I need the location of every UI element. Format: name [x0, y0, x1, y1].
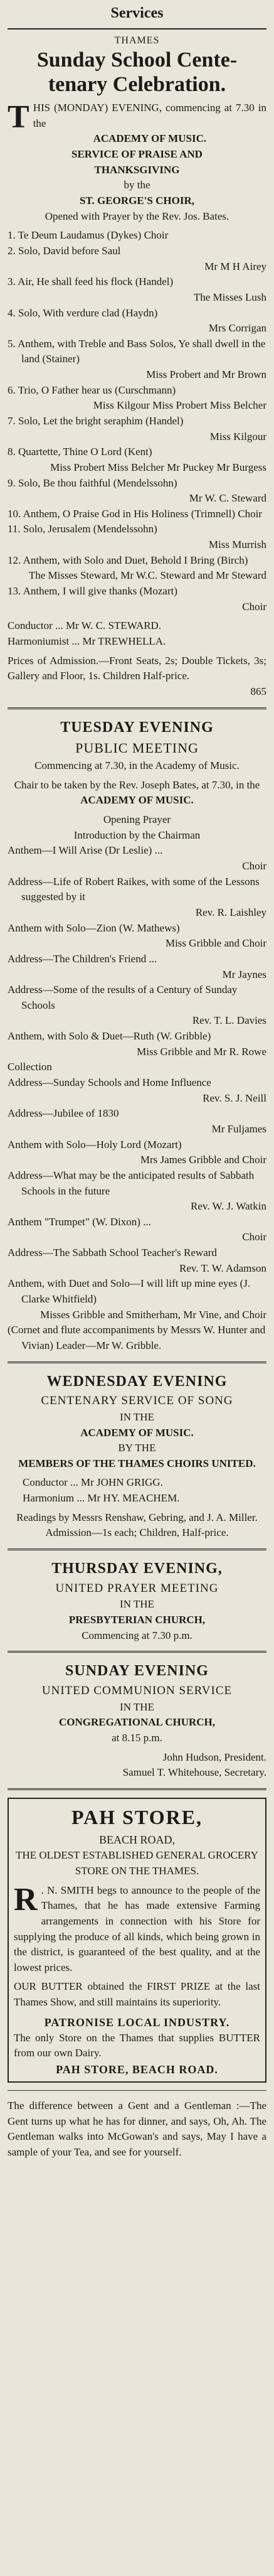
programme-performer: Mr M H Airey — [204, 260, 266, 272]
programme-number: 8. — [8, 446, 16, 458]
programme-performer: Miss Probert Miss Belcher Mr Puckey Mr Burgess — [50, 461, 266, 473]
tuesday-item: Collection — [8, 1061, 52, 1073]
divider — [8, 1651, 266, 1653]
tuesday-item: Anthem—I Will Arise (Dr Leslie) ... — [8, 844, 163, 857]
tuesday-heading: TUESDAY EVENING — [60, 719, 214, 736]
programme-piece: Solo, Let the bright seraphim (Handel) — [18, 414, 184, 427]
tuesday-performer: Choir — [242, 1231, 266, 1243]
choir-name: ST. GEORGE'S CHOIR, — [80, 195, 194, 207]
wednesday-title: CENTENARY SERVICE OF SONG — [41, 1394, 233, 1408]
programme-number: 1. — [8, 229, 16, 242]
programme-number: 6. — [8, 384, 16, 396]
harmoniumist: Harmoniumist ... Mr TREWHELLA. — [8, 635, 166, 647]
tuesday-performer: Rev. T. W. Adamson — [179, 1262, 266, 1274]
programme-number: 7. — [8, 414, 16, 427]
wednesday-in-the: IN THE — [120, 1410, 154, 1423]
programme-item — [8, 444, 266, 460]
programme-performer: Mrs Corrigan — [208, 322, 266, 335]
programme-number: 11. — [8, 523, 21, 535]
tuesday-performer: Choir — [242, 860, 266, 872]
thursday-commencing: Commencing at 7.30 p.m. — [82, 1629, 192, 1641]
admission-prices: Prices of Admission.—Front Seats, 2s; Double Tickets, 3s; Gallery and Floor, 1s. Children Half-price. — [8, 654, 266, 682]
tuesday-performer: Miss Gribble and Mr R. Rowe — [137, 1045, 266, 1058]
divider — [8, 1361, 266, 1363]
programme-piece: Quartette, Thine O Lord (Kent) — [18, 446, 152, 458]
tuesday-item: Address—What may be the anticipated results of Sabbath Schools in the future — [8, 1169, 255, 1197]
drop-cap: T — [8, 99, 29, 136]
pah-only-store: The only Store on the Thames that supplies BUTTER from our own Dairy. — [14, 2031, 260, 2059]
sunday-venue: CONGREGATIONAL CHURCH, — [58, 1716, 216, 1729]
tuesday-item: Address—Jubilee of 1830 — [8, 1107, 119, 1120]
programme-performer: Mr W. C. Steward — [189, 492, 266, 505]
advert-ref-number: 865 — [250, 685, 266, 697]
opening-prayer: Opening Prayer — [103, 813, 171, 826]
gent-advert: The difference between a Gent and a Gentleman :—The Gent turns up what he has for dinner, and says, Oh, Ah. The Gentleman walks into McGowan's and says, May I have a sample of your Tea, and see for yourself. — [8, 2100, 266, 2159]
programme-item — [8, 274, 266, 290]
programme-piece: Trio, O Father hear us (Curschmann) — [18, 384, 176, 396]
intro-text: HIS (MONDAY) EVENING, commencing at 7.30 in the — [33, 102, 266, 129]
programme-piece: Te Deum Laudamus (Dykes) Choir — [18, 229, 169, 242]
programme-item — [8, 507, 266, 522]
secretary: Samuel T. Whitehouse, Secretary. — [122, 1766, 266, 1779]
tuesday-commencing: Commencing at 7.30, in the Academy of Music. — [34, 759, 240, 772]
programme-list — [8, 228, 266, 614]
programme-number: 5. — [8, 337, 16, 350]
pah-body-text: . N. SMITH begs to announce to the people of the Thames, that he has made extensive Farming arrangements in connection with his Store for supplying the produce of all kinds, which being grown in the district, is guaranteed of the best quality, and at the lowest prices. — [14, 1884, 260, 1973]
pah-tagline: THE OLDEST ESTABLISHED GENERAL GROCERY STORE ON THE THAMES. — [16, 1849, 258, 1877]
programme-performer: Choir — [242, 600, 266, 613]
sunday-time: at 8.15 p.m. — [112, 1731, 162, 1744]
divider — [8, 1548, 266, 1550]
programme-item — [8, 522, 266, 537]
thursday-title: UNITED PRAYER MEETING — [55, 1581, 219, 1595]
tuesday-title: PUBLIC MEETING — [75, 740, 199, 756]
programme-item — [8, 414, 266, 429]
tuesday-item: Address—Some of the results of a Century of Sunday Schools — [8, 984, 238, 1011]
tuesday-performer: Rev. W. J. Watkin — [191, 1200, 266, 1213]
tuesday-item: Address—Life of Robert Raikes, with some of the Lessons suggested by it — [8, 875, 260, 903]
programme-piece: Anthem, I will give thanks (Mozart) — [23, 585, 178, 598]
programme-piece: Anthem, with Treble and Bass Solos, Ye shall dwell in the land (Stainer) — [18, 337, 266, 365]
tuesday-item: Anthem, with Solo & Duet—Ruth (W. Gribble) — [8, 1030, 211, 1043]
tuesday-item: Anthem with Solo—Holy Lord (Mozart) — [8, 1138, 182, 1151]
programme-performer: Miss Murrish — [208, 539, 266, 551]
conductor: Conductor ... Mr W. C. STEWARD. — [8, 620, 162, 632]
programme-number: 10. — [8, 507, 21, 520]
tuesday-performer: Mr Fuljames — [211, 1122, 266, 1135]
section-title: Services — [8, 0, 266, 30]
tuesday-item: Anthem "Trumpet" (W. Dixon) ... — [8, 1215, 151, 1228]
programme-item — [8, 383, 266, 399]
pah-body — [14, 1883, 260, 1976]
pah-address: BEACH ROAD, — [98, 1833, 175, 1847]
sunday-advert — [8, 1660, 266, 1781]
chairman-introduction: Introduction by the Chairman — [73, 829, 201, 841]
drop-cap: R — [14, 1881, 38, 1918]
programme-performer: The Misses Lush — [193, 291, 266, 303]
thursday-venue: PRESBYTERIAN CHURCH, — [68, 1614, 206, 1626]
tuesday-performer: Mrs James Gribble and Choir — [140, 1154, 266, 1166]
programme-number: 2. — [8, 244, 16, 257]
tuesday-item: Anthem, with Duet and Solo—I will lift up mine eyes (J. Clarke Whitfield) — [8, 1277, 251, 1305]
pah-title: PAH STORE, — [71, 1805, 203, 1828]
programme-item — [8, 584, 266, 599]
by-the: by the — [124, 179, 150, 191]
programme-item — [8, 244, 266, 259]
programme-performer: Miss Kilgour Miss Probert Miss Belcher — [93, 399, 266, 412]
wednesday-advert — [8, 1371, 266, 1541]
pah-patronise: PATRONISE LOCAL INDUSTRY. — [44, 2015, 230, 2029]
programme-number: 9. — [8, 476, 16, 489]
tuesday-item: Address—Sunday Schools and Home Influence — [8, 1076, 211, 1089]
wednesday-admission: Admission—1s each; Children, Half-price. — [45, 1527, 229, 1539]
wednesday-members: MEMBERS OF THE THAMES CHOIRS UNITED. — [18, 1457, 256, 1469]
programme-number: 4. — [8, 306, 16, 319]
intro-paragraph — [8, 99, 266, 136]
pah-footer: PAH STORE, BEACH ROAD. — [56, 2063, 218, 2076]
programme-piece: Solo, David before Saul — [18, 244, 121, 257]
wednesday-venue: ACADEMY OF MUSIC. — [80, 1426, 194, 1439]
wednesday-harmonium: Harmonium ... Mr HY. MEACHEM. — [23, 1492, 180, 1505]
programme-number: 12. — [8, 554, 21, 566]
tuesday-performer: Rev. R. Laishley — [195, 906, 266, 918]
programme-piece: Anthem, O Praise God in His Holiness (Trimnell) Choir — [23, 507, 262, 520]
sunday-in-the: IN THE — [120, 1700, 154, 1713]
programme-piece: Solo, With verdure clad (Haydn) — [18, 306, 158, 319]
tuesday-programme-list — [8, 843, 266, 1353]
divider — [8, 707, 266, 709]
event-line2: THANKSGIVING — [94, 163, 180, 176]
thursday-heading: THURSDAY EVENING, — [51, 1560, 223, 1577]
wednesday-by: BY THE — [118, 1442, 156, 1454]
tuesday-performer: Mr Jaynes — [222, 968, 266, 980]
tuesday-performer: Miss Gribble and Choir — [165, 937, 266, 950]
sunday-heading: SUNDAY EVENING — [65, 1663, 209, 1680]
programme-item — [8, 306, 266, 321]
tuesday-advert — [8, 717, 266, 1354]
programme-number: 13. — [8, 585, 21, 598]
tuesday-item: Address—The Children's Friend ... — [8, 952, 157, 965]
programme-piece: Anthem, with Solo and Duet, Behold I Bring (Birch) — [23, 554, 248, 566]
advert-title-line1: Sunday School Cente- — [36, 48, 238, 72]
programme-piece: Air, He shall feed his flock (Handel) — [18, 276, 174, 288]
wednesday-heading: WEDNESDAY EVENING — [46, 1373, 228, 1390]
place-name: THAMES — [114, 35, 160, 46]
sunday-title: UNITED COMMUNION SERVICE — [41, 1684, 233, 1698]
tuesday-item: (Cornet and flute accompaniments by Messrs W. Hunter and Vivian) Leader—Mr W. Gribble. — [8, 1324, 266, 1351]
programme-performer: Miss Probert and Mr Brown — [146, 368, 266, 381]
advert-title-line2: tenary Celebration. — [48, 73, 226, 97]
programme-performer: The Misses Steward, Mr W.C. Steward and Mr Steward — [28, 569, 266, 582]
centenary-advert — [8, 30, 266, 700]
tuesday-item: Anthem with Solo—Zion (W. Mathews) — [8, 921, 180, 934]
president: John Hudson, President. — [162, 1751, 266, 1763]
tuesday-performer: Rev. T. L. Davies — [192, 1014, 266, 1027]
tuesday-item: Address—The Sabbath School Teacher's Reward — [8, 1247, 217, 1259]
divider — [8, 1788, 266, 1790]
tuesday-chair: Chair to be taken by the Rev. Joseph Bates, at 7.30, in the — [14, 778, 260, 791]
programme-piece: Solo, Be thou faithful (Mendelssohn) — [18, 476, 177, 489]
thursday-in-the: IN THE — [120, 1598, 154, 1611]
venue: ACADEMY OF MUSIC. — [93, 132, 207, 145]
programme-item — [8, 553, 266, 569]
event-line1: SERVICE OF PRAISE AND — [71, 148, 203, 161]
wednesday-readings: Readings by Messrs Renshaw, Gebring, and J. A. Miller. — [16, 1511, 258, 1523]
tuesday-performer: Misses Gribble and Smitherham, Mr Vine, and Choir — [40, 1308, 266, 1321]
pah-store-advert — [8, 1798, 266, 2083]
programme-item — [8, 336, 266, 367]
divider — [8, 2090, 266, 2091]
tuesday-performer: Rev. S. J. Neill — [203, 1092, 266, 1104]
programme-number: 3. — [8, 276, 16, 288]
wednesday-conductor: Conductor ... Mr JOHN GRIGG. — [23, 1476, 163, 1489]
thursday-advert — [8, 1558, 266, 1643]
programme-item — [8, 476, 266, 491]
opened-with-prayer: Opened with Prayer by the Rev. Jos. Bates. — [45, 210, 229, 222]
tuesday-venue: ACADEMY OF MUSIC. — [80, 794, 194, 807]
programme-item — [8, 228, 266, 244]
programme-performer: Miss Kilgour — [209, 430, 266, 443]
programme-piece: Solo, Jerusalem (Mendelssohn) — [23, 523, 157, 535]
pah-butter: OUR BUTTER obtained the FIRST PRIZE at the last Thames Show, and still maintains its superiority. — [14, 1980, 260, 2009]
